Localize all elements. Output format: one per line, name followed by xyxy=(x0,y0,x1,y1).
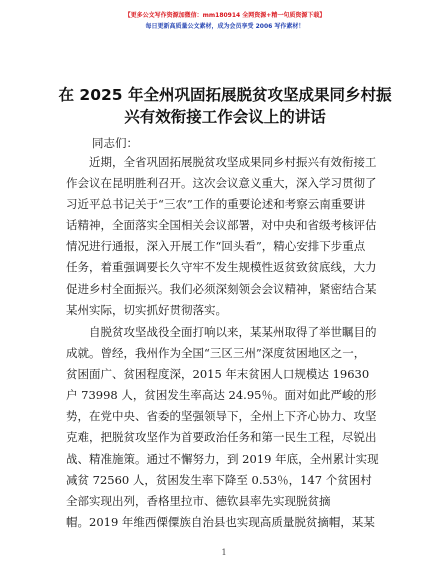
page-number: 1 xyxy=(221,548,227,557)
text-line: 户 73998 人，贫困发生率高达 24.95％。面对如此严峻的形 xyxy=(66,388,377,403)
text-line: 情况进行通报，深入开展工作“回头看”，精心安排下步重点 xyxy=(66,239,366,254)
text-line: 势，在党中央、省委的坚强领导下，全州上下齐心协力、攻坚 xyxy=(66,409,377,424)
text-line: 贫困面广、贫困程度深，2015 年末贫困人口规模达 19630 xyxy=(66,367,370,382)
text-line: 话精神，全面落实全国相关会议部署，对中央和省级考核评估 xyxy=(66,218,377,233)
promo-line-1[interactable]: 【更多公文写作资源加微信：mm180914 全网资源+精一句质资源下载】 xyxy=(124,12,326,19)
text-line: 作会议在昆明胜利召开。这次会议意义重大，深入学习贯彻了 xyxy=(66,176,377,191)
text-line: 战、精准施策。通过不懈努力，到 2019 年底，全州累计实现 xyxy=(66,451,379,466)
promo-banner xyxy=(60,10,390,32)
text-line: 近期，全省巩固拓展脱贫攻坚成果同乡村振兴有效衔接工 xyxy=(89,155,377,169)
text-line: 某州实际，切实抓好贯彻落实。 xyxy=(66,302,227,317)
text-line: 促进乡村全面振兴。我们必须深刻领会会议精神，紧密结合某 xyxy=(66,281,377,296)
paragraph-1 xyxy=(66,152,396,321)
paragraph-2 xyxy=(66,322,396,533)
title-line: 在 2025 年全州巩固拓展脱贫攻坚成果同乡村振 xyxy=(58,86,392,104)
document-title xyxy=(40,84,410,128)
text-line: 成就。曾经，我州作为全国“三区三州”深度贫困地区之一， xyxy=(66,346,366,361)
text-line: 帽。2019 年维西傈僳族自治县也实现高质量脱贫摘帽，某某 xyxy=(66,514,375,529)
text-line: 全部实现出列，香格里拉市、德钦县率先实现脱贫摘 xyxy=(66,493,331,508)
text-line: 任务，着重强调要长久守牢不发生规模性返贫致贫底线，大力 xyxy=(66,260,377,275)
text-line: 克难，把脱贫攻坚作为首要政治任务和第一民生工程，尽锐出 xyxy=(66,430,377,445)
text-line: 减贫 72560 人，贫困发生率下降至 0.53％，147 个贫困村 xyxy=(66,472,372,487)
text-line: 自脱贫攻坚战役全面打响以来，某某州取得了举世瞩目的 xyxy=(89,325,377,339)
title-line: 兴有效衔接工作会议上的讲话 xyxy=(124,108,326,126)
text-line: 习近平总书记关于“三农”工作的重要论述和考察云南重要讲 xyxy=(66,197,366,212)
greeting: 同志们： xyxy=(92,136,138,150)
promo-line-2[interactable]: 每日更新高质量公文素材，成为会员享受 2006 写作素材！ xyxy=(145,23,305,30)
